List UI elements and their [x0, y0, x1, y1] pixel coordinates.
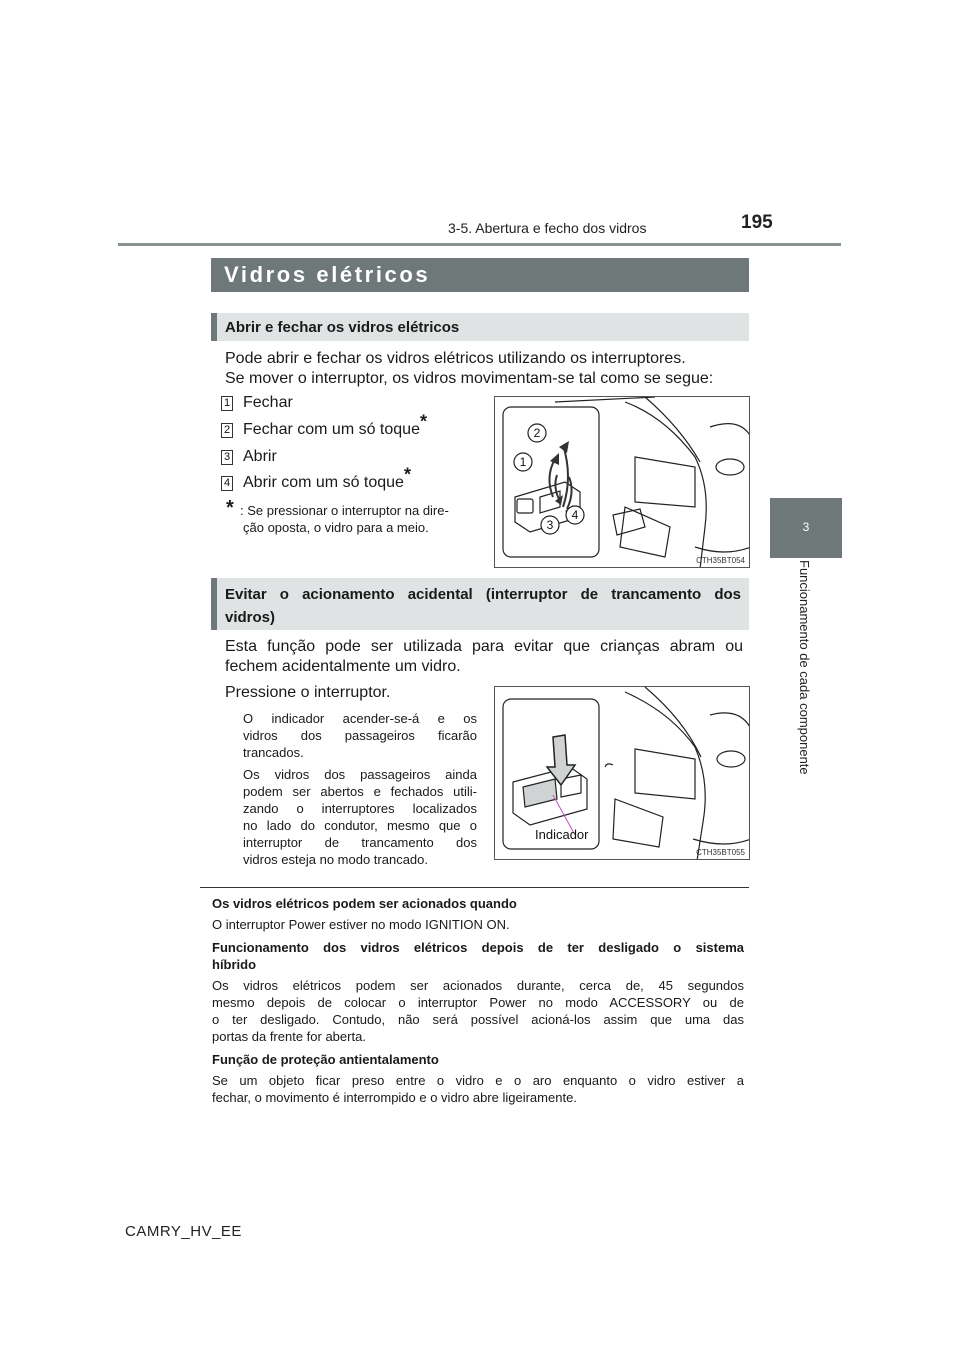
- document-code: CAMRY_HV_EE: [125, 1223, 242, 1240]
- callout-label: 4: [571, 508, 579, 522]
- section1-intro-line1: Pode abrir e fechar os vidros elétricos utilizando os interruptores.: [225, 350, 686, 367]
- section-breadcrumb: 3-5. Abertura e fecho dos vidros: [448, 220, 647, 236]
- info-paragraph-line: portas da frente for aberta.: [212, 1029, 366, 1044]
- note2-line: no lado do condutor, mesmo que o: [243, 818, 477, 833]
- window-switch-illustration: [495, 397, 750, 568]
- step-label-text: Abrir com um só toque: [243, 474, 404, 491]
- section2-heading-line2: vidros): [225, 609, 276, 626]
- callout-label: 1: [519, 455, 527, 469]
- section2-heading-line1: Evitar o acionamento acidental (interruptor de trancamento dos: [225, 586, 741, 603]
- step-label-with-asterisk: [243, 464, 411, 492]
- info-paragraph-line: Os vidros elétricos podem ser acionados durante, cerca de, 45 segundos: [212, 978, 744, 993]
- section2-action: Pressione o interruptor.: [225, 684, 391, 701]
- lock-switch-figure: [494, 686, 750, 860]
- footnote-line2: ção oposta, o vidro para a meio.: [243, 520, 429, 535]
- step-number-box: 4: [221, 476, 233, 491]
- chapter-tab-label: Funcionamento de cada componente: [797, 560, 812, 775]
- step-label-text: Fechar com um só toque: [243, 421, 420, 438]
- section2-intro-line2: fechem acidentalmente um vidro.: [225, 658, 461, 675]
- note2-line: vidros esteja no modo trancado.: [243, 852, 428, 867]
- note1-line: trancados.: [243, 745, 304, 760]
- header-rule: [118, 243, 841, 246]
- window-switch-figure: [494, 396, 750, 568]
- page-title: Vidros elétricos: [224, 262, 431, 287]
- info-paragraph-line: mesmo depois de colocar o interruptor Power no modo ACCESSORY ou de: [212, 995, 744, 1010]
- step-number-box: 2: [221, 423, 233, 438]
- info-paragraph-line: o ter desligado. Contudo, não será possível acioná-los assim que uma das: [212, 1012, 744, 1027]
- note1-line: vidros dos passageiros ficarão: [243, 728, 477, 743]
- section2-intro-line1: Esta função pode ser utilizada para evitar que crianças abram ou: [225, 638, 743, 655]
- lock-switch-illustration: [495, 687, 750, 860]
- section1-heading: Abrir e fechar os vidros elétricos: [225, 319, 460, 336]
- asterisk-mark: *: [419, 411, 427, 432]
- step-label: Fechar: [243, 394, 293, 411]
- note2-line: Os vidros dos passageiros ainda: [243, 767, 477, 782]
- chapter-tab-number: 3: [802, 520, 810, 534]
- callout-label: 3: [546, 518, 554, 532]
- note2-line: interruptor de trancamento dos: [243, 835, 477, 850]
- info-paragraph-line: Se um objeto ficar preso entre o vidro e o aro enquanto o vidro estiver a: [212, 1073, 744, 1088]
- figure-code: CTH35BT055: [696, 848, 745, 857]
- step-number-box: 3: [221, 450, 233, 465]
- info-heading: Os vidros elétricos podem ser acionados quando: [212, 896, 517, 911]
- note2-line: podem ser abertos e fechados utili-: [243, 784, 477, 799]
- info-paragraph-line: fechar, o movimento é interrompido e o vidro abre ligeiramente.: [212, 1090, 577, 1105]
- info-paragraph: O interruptor Power estiver no modo IGNITION ON.: [212, 917, 510, 932]
- step-number-box: 1: [221, 396, 233, 411]
- step-label: Abrir: [243, 448, 277, 465]
- figure-code: CTH35BT054: [696, 556, 745, 565]
- info-heading: híbrido: [212, 957, 257, 972]
- asterisk-mark: *: [403, 464, 411, 485]
- indicator-label: Indicador: [535, 827, 589, 842]
- section1-intro-line2: Se mover o interruptor, os vidros movimentam-se tal como se segue:: [225, 370, 714, 387]
- callout-label: 2: [533, 426, 541, 440]
- note2-line: zando o interruptores localizados: [243, 801, 477, 816]
- note1-line: O indicador acender-se-á e os: [243, 711, 477, 726]
- footnote-line1: : Se pressionar o interruptor na dire-: [240, 503, 449, 518]
- footnote-asterisk: *: [226, 497, 234, 519]
- info-heading: Funcionamento dos vidros elétricos depois de ter desligado o sistema: [212, 940, 744, 955]
- info-section-rule: [200, 887, 749, 888]
- info-heading: Função de proteção antientalamento: [212, 1052, 439, 1067]
- step-label-with-asterisk: [243, 411, 427, 439]
- page-number: 195: [741, 212, 773, 233]
